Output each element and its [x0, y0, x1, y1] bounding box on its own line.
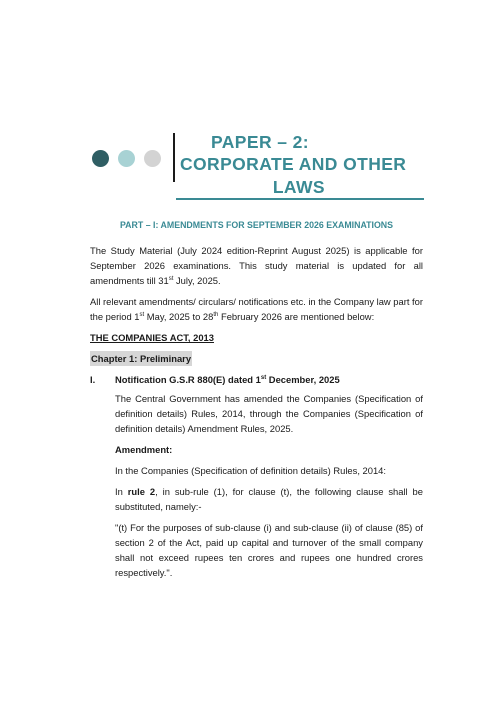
item-paragraph-2: In the Companies (Specification of definition details) Rules, 2014: [115, 465, 386, 476]
item-title-sup: st [260, 374, 267, 381]
item-body [115, 391, 423, 580]
dark-teal-dot-icon [92, 150, 109, 167]
item-paragraph-1: The Central Government has amended the Companies (Specification of definition details) Rules, 2014, through the Companies (Specification of definition details) Amendment Rules, 2025. [115, 393, 423, 434]
act-heading: THE COMPANIES ACT, 2013 [90, 332, 214, 343]
paper-title-line2: CORPORATE AND OTHER [180, 154, 407, 174]
document-body [90, 218, 423, 586]
intro-p2-a: All relevant amendments/ circulars/ notifications etc. in the Company law part for the period 1 [90, 296, 423, 322]
intro-paragraph-2 [90, 294, 423, 324]
grey-dot-icon [144, 150, 161, 167]
paper-title-line3: LAWS [272, 177, 325, 197]
chapter-heading: Chapter 1: Preliminary [91, 353, 192, 364]
item-title-b: December, 2025 [266, 374, 340, 385]
light-teal-dot-icon [118, 150, 135, 167]
item-p3-b: , in sub-rule (1), for clause (t), the following clause shall be substituted, namely:- [115, 486, 423, 512]
item-paragraph-3 [115, 484, 423, 514]
amendment-label: Amendment: [115, 444, 173, 455]
intro-p1-sup: st [168, 275, 174, 282]
item-heading [90, 372, 423, 387]
intro-p1-text: The Study Material (July 2024 edition-Reprint August 2025) is applicable for September 2026 examinations. This study material is updated for all amendments till 31 [90, 245, 423, 286]
page-header [0, 0, 500, 200]
intro-p1-end: July, 2025. [173, 275, 221, 286]
part-heading: PART – I: AMENDMENTS FOR SEPTEMBER 2026 EXAMINATIONS [119, 220, 394, 230]
paper-title-line1: PAPER – 2: [210, 132, 309, 152]
item-number: I. [90, 374, 96, 385]
title-underline [176, 198, 424, 200]
intro-p2-sup2: th [213, 311, 219, 318]
intro-p2-c: February 2026 are mentioned below: [218, 311, 375, 322]
intro-paragraph-1 [90, 243, 423, 288]
item-paragraph-4: "(t) For the purposes of sub-clause (i) and sub-clause (ii) of clause (85) of section 2 of the Act, paid up capital and turnover of the small company shall not exceed rupees ten crores and rupees one hundred crores respectively.". [115, 522, 423, 578]
item-p3-a: In [115, 486, 128, 497]
intro-p2-sup1: st [139, 311, 145, 318]
intro-p2-b: May, 2025 to 28 [144, 311, 214, 322]
item-title [115, 372, 340, 387]
item-p3-bold: rule 2 [127, 486, 156, 497]
item-title-a: Notification G.S.R 880(E) dated 1 [115, 374, 261, 385]
chapter-heading-wrap [90, 351, 423, 366]
